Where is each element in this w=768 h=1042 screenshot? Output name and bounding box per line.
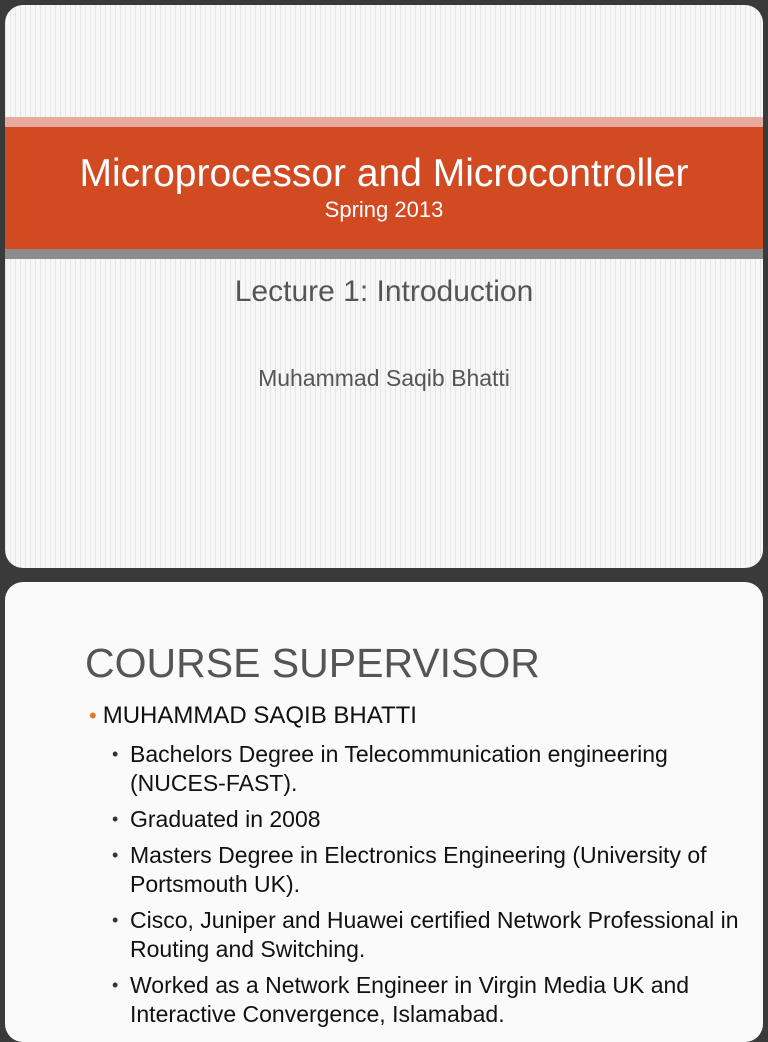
bullet-icon: • [112,809,119,829]
detail-text: Worked as a Network Engineer in Virgin Media UK and Interactive Convergence, Islamabad. [130,972,690,1027]
title-band [5,127,763,249]
detail-text: Masters Degree in Electronics Engineering (University of Portsmouth UK). [130,842,707,897]
bullet-icon: • [112,845,119,865]
list-item [108,906,748,964]
list-item [108,971,748,1029]
list-item [108,740,748,798]
bullet-icon: • [89,703,97,728]
title-band-bottom-stripe [5,249,763,259]
author-name: Muhammad Saqib Bhatti [258,365,510,391]
supervisor-slide [5,582,763,1042]
supervisor-name-item [89,702,417,730]
title-slide [5,5,763,568]
detail-text: Bachelors Degree in Telecommunication engineering (NUCES-FAST). [130,741,668,796]
slide-subtitle: Spring 2013 [324,197,444,222]
list-item [108,841,748,899]
slide-title: Microprocessor and Microcontroller [79,152,689,195]
detail-text: Cisco, Juniper and Huawei certified Network Professional in Routing and Switching. [130,907,739,962]
slide-heading: COURSE SUPERVISOR [85,640,540,686]
lecture-title: Lecture 1: Introduction [234,275,534,308]
title-band-top-stripe [5,117,763,127]
list-item [108,805,748,834]
supervisor-name: MUHAMMAD SAQIB BHATTI [102,702,417,729]
supervisor-details-list [108,740,748,1036]
bullet-icon: • [112,744,119,764]
detail-text: Graduated in 2008 [130,806,321,832]
bullet-icon: • [112,910,119,930]
bullet-icon: • [112,975,119,995]
